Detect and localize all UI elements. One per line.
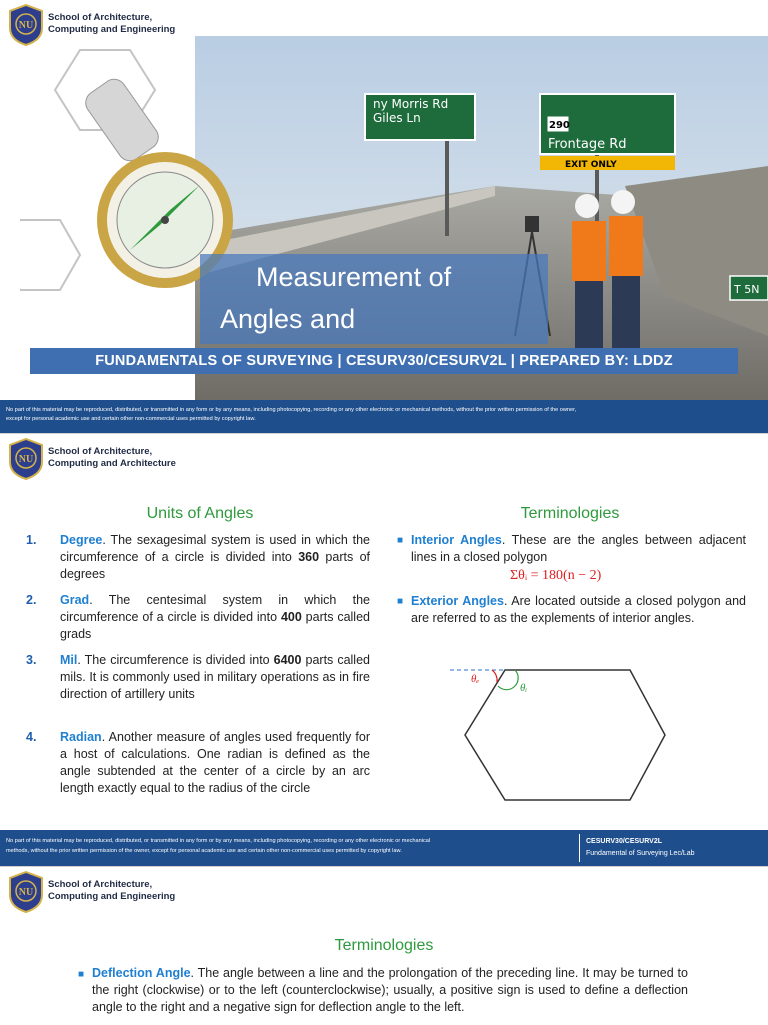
school-name: School of Architecture, Computing and Engineering: [48, 879, 176, 902]
copyright-footer: [0, 400, 768, 433]
route-number: 290: [549, 120, 570, 131]
bullet-icon: ■: [397, 596, 404, 607]
footer-divider: [579, 834, 580, 862]
terminologies-heading: Terminologies: [520, 505, 620, 522]
svg-text:NU: NU: [18, 20, 34, 31]
subtitle-bar: [30, 348, 738, 374]
right-sign: T 5N: [734, 283, 760, 296]
deflection-slide: [0, 866, 768, 1025]
course-name: Fundamental of Surveying Lec/Lab: [586, 850, 695, 857]
polygon-diagram: [450, 660, 680, 810]
list-item-radian: Radian. Another measure of angles used frequently for a host of calculations. One radian is defined as the angle subtended at the center of a circle by an arc length exactly equal to the radius of the circle: [60, 730, 370, 795]
sign-text-1: ny Morris Rd: [373, 97, 449, 111]
title-slide: [0, 0, 768, 433]
units-slide: [0, 433, 768, 866]
sign-text-3: Frontage Rd: [548, 137, 627, 152]
course-code: CESURV30/CESURV2L: [586, 838, 662, 845]
exterior-angles-text: Exterior Angles. Are located outside a closed polygon and are referred to as the explements of interior angles.: [411, 594, 746, 625]
copyright-line-2: except for personal academic use and certain other non-commercial uses permitted by copyright law.: [6, 416, 256, 422]
slide-title-line-2: Angles and: [220, 304, 356, 334]
terminologies-heading: Terminologies: [334, 937, 434, 954]
highway-survey-photo: [195, 36, 768, 400]
university-logo: [8, 871, 44, 913]
theta-e-label: θₑ: [471, 673, 480, 685]
slide-title-line-1: Measurement of: [256, 262, 452, 292]
interior-angles-text: Interior Angles. These are the angles between adjacent lines in a closed polygon: [411, 533, 747, 564]
list-number: 1.: [26, 533, 37, 547]
bullet-icon: ■: [397, 535, 404, 546]
svg-text:NU: NU: [18, 887, 34, 898]
list-item-mil: Mil. The circumference is divided into 6400 parts called mils. It is commonly used in military operations as in fire direction of artillery units: [60, 653, 370, 701]
copyright-line-2: methods, without the prior written permission of the owner, except for personal academic use and certain other non-commercial uses permitted by copyright law.: [6, 848, 402, 854]
copyright-footer: [0, 830, 768, 866]
sign-text-2: Giles Ln: [373, 111, 421, 125]
subtitle: FUNDAMENTALS OF SURVEYING | CESURV30/CESURV2L | PREPARED BY: LDDZ: [95, 353, 673, 369]
list-number: 2.: [26, 593, 37, 607]
university-logo: [8, 438, 44, 480]
school-name: School of Architecture, Computing and Architecture: [48, 446, 176, 469]
list-number: 4.: [26, 730, 37, 744]
list-item-grad: Grad. The centesimal system in which the circumference of a circle is divided into 400 parts called grads: [60, 593, 370, 641]
exit-sign: EXIT ONLY: [565, 160, 617, 170]
interior-angle-formula: Σθᵢ = 180(n − 2): [510, 568, 602, 583]
deflection-angle-text: Deflection Angle. The angle between a line and the prolongation of the preceding line. It may be turned to the right (clockwise) or to the left (counterclockwise); usually, a positive sign is used to define a deflection angle to the right and a negative sign for deflection angle to the left.: [92, 966, 688, 1014]
copyright-line-1: No part of this material may be reproduced, distributed, or transmitted in any form or by any means, including photocopying, recording or any other electronic or mechanical: [6, 838, 431, 844]
school-name: School of Architecture, Computing and Engineering: [48, 12, 176, 35]
theta-i-label: θᵢ: [520, 682, 528, 694]
svg-text:NU: NU: [18, 454, 34, 465]
list-item-degree: Degree. The sexagesimal system is used in which the circumference of a circle is divided into 360 parts of degrees: [60, 533, 370, 581]
list-number: 3.: [26, 653, 37, 667]
units-heading: Units of Angles: [146, 505, 254, 522]
bullet-icon: ■: [78, 969, 85, 980]
copyright-line-1: No part of this material may be reproduced, distributed, or transmitted in any form or by any means, including photocopying, recording or any other electronic or mechanical methods, without the prior written permission of the owner,: [6, 407, 577, 413]
